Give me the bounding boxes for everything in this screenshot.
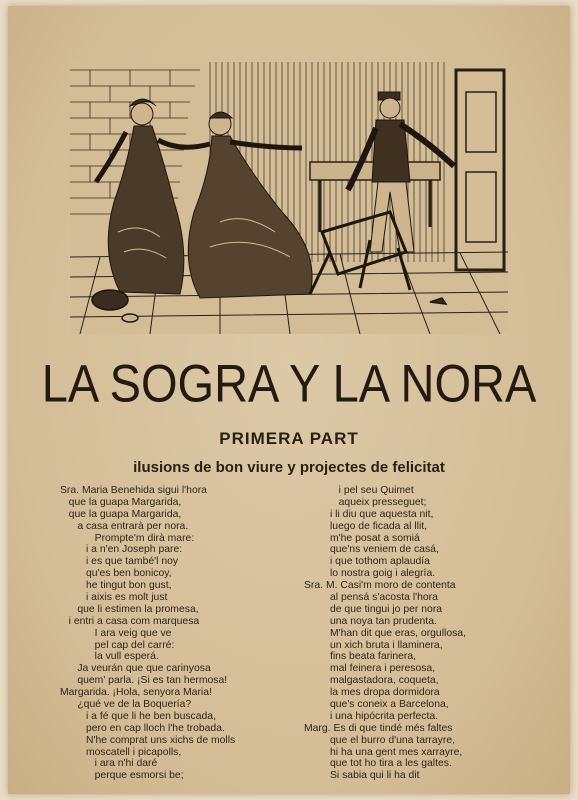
verse-line: Marg. Es di que tindé més faltes xyxy=(304,722,453,734)
verse-line: una noya tan prudenta. xyxy=(304,615,437,627)
verse-line: Sra. M. Casi'm moro de contenta xyxy=(304,580,456,592)
page-title: LA SOGRA Y LA NORA xyxy=(41,353,537,413)
verse-line: i li diu que aquesta nit, xyxy=(304,508,434,520)
verse-line: Prompte'm dirà mare: xyxy=(60,532,195,544)
verse-line: i a fé que li he ben buscada, xyxy=(60,710,216,722)
verse-column-right xyxy=(304,485,534,782)
verse-line: i es que també'l noy xyxy=(60,556,179,568)
verse-line: i que tothom aplaudía xyxy=(304,556,430,568)
part-heading: PRIMERA PART xyxy=(219,429,359,448)
verse-line: a casa entrarà per nora. xyxy=(60,520,189,532)
verse-line: I ara veig que ve xyxy=(60,627,172,639)
verse-line: ¿qué ve de la Boquería? xyxy=(60,699,192,711)
verse-line: moscatell i picapolls, xyxy=(60,746,182,758)
verse-line: pel cap del carré: xyxy=(60,639,175,651)
verse-line: Si sabia qui li ha dit xyxy=(304,770,420,782)
verse-line: Ja veurán que que carinyosa xyxy=(60,663,211,675)
page-sheet xyxy=(8,6,570,794)
verse-line: i aixis es molt just xyxy=(60,592,168,604)
verse-column-left xyxy=(60,485,290,782)
verse-line: i pel seu Quimet xyxy=(304,485,414,496)
verse-line: quem' parla. ¡Si es tan hermosa! xyxy=(60,675,228,687)
verse-line: un xich bruta i llaminera, xyxy=(304,639,443,651)
section-subheading: ilusions de bon viure y projectes de felicitat xyxy=(133,459,445,476)
verse-line: Sra. Maria Benehida sigui l'hora xyxy=(60,485,207,496)
verse-line: i una hipócrita perfecta. xyxy=(304,710,438,722)
verse-line: luego de ficada al llit, xyxy=(304,520,428,532)
verse-line: que li estimen la promesa, xyxy=(60,603,199,615)
verse-line: aqueix presseguet; xyxy=(304,496,427,508)
verse-line: lo nostra goig i alegría. xyxy=(304,568,436,580)
verse-line: perque esmorsi be; xyxy=(60,770,184,782)
verse-line: que'ns veniem de casá, xyxy=(304,544,439,556)
verse-line: la mes dropa dormidora xyxy=(304,687,440,699)
verse-line: i entri a casa com marquesa xyxy=(60,615,200,627)
verse-line: fins beata farinera, xyxy=(304,651,417,663)
verse-line: que el burro d'una tarrayre, xyxy=(304,734,455,746)
verse-line: hi ha una gent mes xarrayre, xyxy=(304,746,463,758)
verse-line: pero en cap lloch l'he trobada. xyxy=(60,722,225,734)
verse-line: que la guapa Margarida, xyxy=(60,496,182,508)
verse-line: que la guapa Margarida, xyxy=(60,508,182,520)
verse-line: M'han dit que eras, orgullosa, xyxy=(304,627,466,639)
verse-line: i ara n'hi daré xyxy=(60,758,158,770)
verse-line: que tot ho tira a les galtes. xyxy=(304,758,452,770)
verse-line: que's coneix a Barcelona, xyxy=(304,699,449,711)
verse-line: m'he posat a somiá xyxy=(304,532,420,544)
verse-line: he tingut bon gust, xyxy=(60,580,172,592)
verse-line: N'he comprat uns xichs de molls xyxy=(60,734,236,746)
verse-line: de que tingui jo per nora xyxy=(304,603,443,615)
woodcut-illustration xyxy=(70,62,508,334)
verse-line: malgastadora, coqueta, xyxy=(304,675,439,687)
verse-line: la vull esperá. xyxy=(60,651,159,663)
verse-line: Margarida. ¡Hola, senyora Maria! xyxy=(60,687,212,699)
verse-line: al pensá s'acosta l'hora xyxy=(304,592,438,604)
verse-line: i a n'en Joseph pare: xyxy=(60,544,183,556)
verse-line: qu'es ben bonicoy, xyxy=(60,568,172,580)
verse-line: mal feinera i peresosa, xyxy=(304,663,436,675)
